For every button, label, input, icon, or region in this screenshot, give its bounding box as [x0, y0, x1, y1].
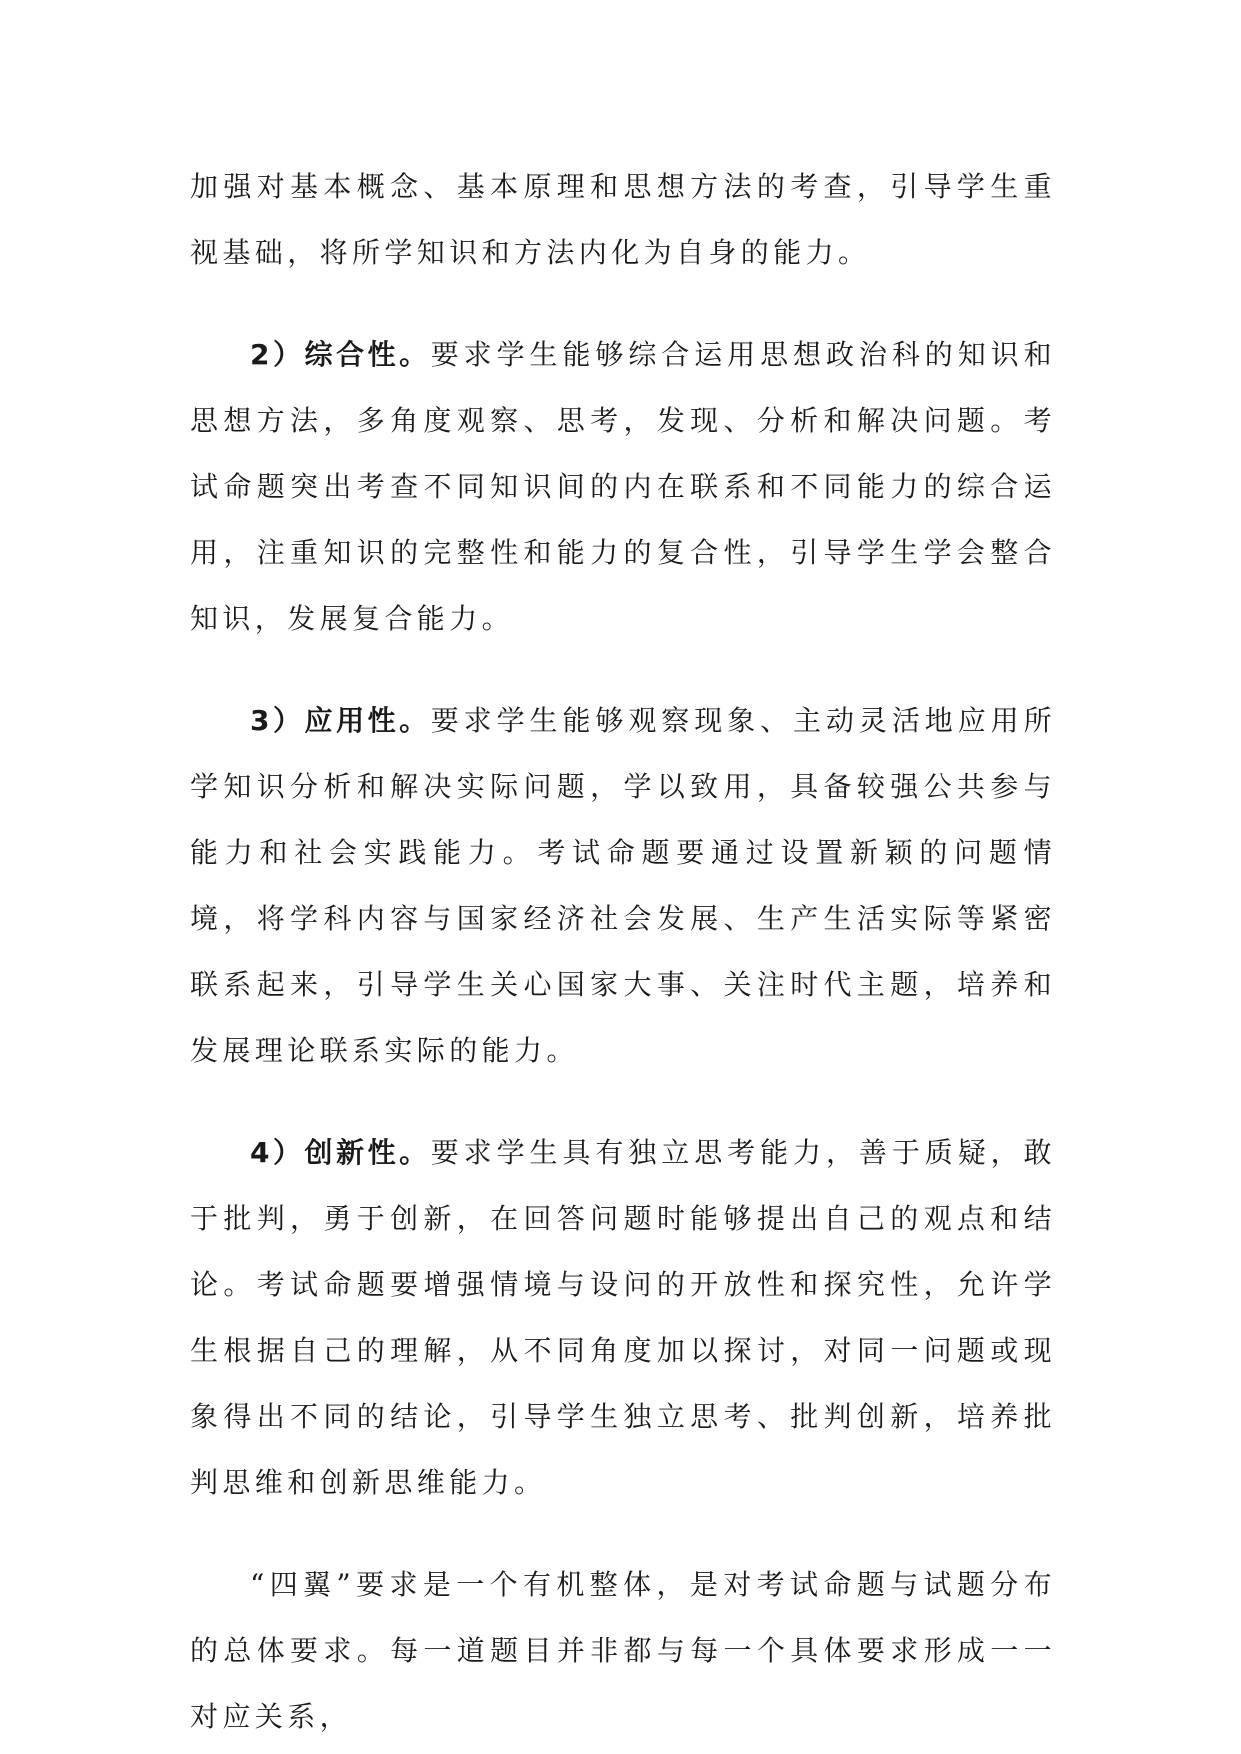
paragraph-basic-continuation: [190, 154, 1056, 286]
paragraph-text: 要求学生具有独立思考能力，善于质疑，敢于批判，勇于创新，在回答问题时能够提出自己的观点和结论。考试命题要增强情境与设问的开放性和探究性，允许学生根据自己的理解，从不同角度加以探讨，对同一问题或现象得出不同的结论，引导学生独立思考、批判创新，培养批判思维和创新思维能力。: [190, 1136, 1057, 1499]
paragraph-text: 要求学生能够综合运用思想政治科的知识和思想方法，多角度观察、思考，发现、分析和解决问题。考试命题突出考查不同知识间的内在联系和不同能力的综合运用，注重知识的完整性和能力的复合性，引导学生学会整合知识，发展复合能力。: [190, 338, 1057, 635]
paragraph-applied: [190, 688, 1056, 1084]
section-heading-innovative: 4）创新性。: [250, 1136, 431, 1169]
paragraph-four-wings: [190, 1552, 1056, 1750]
paragraph-innovative: [190, 1120, 1056, 1516]
paragraph-text: 要求学生能够观察现象、主动灵活地应用所学知识分析和解决实际问题，学以致用，具备较强公共参与能力和社会实践能力。考试命题要通过设置新颖的问题情境，将学科内容与国家经济社会发展、生产生活实际等紧密联系起来，引导学生关心国家大事、关注时代主题，培养和发展理论联系实际的能力。: [190, 704, 1057, 1067]
section-heading-comprehensive: 2）综合性。: [250, 338, 431, 371]
paragraph-text: “四翼”要求是一个有机整体，是对考试命题与试题分布的总体要求。每一道题目并非都与每一个具体要求形成一一对应关系，: [190, 1568, 1056, 1733]
paragraph-comprehensive: [190, 322, 1056, 652]
section-heading-applied: 3）应用性。: [250, 704, 431, 737]
paragraph-text: 加强对基本概念、基本原理和思想方法的考查，引导学生重视基础，将所学知识和方法内化为自身的能力。: [190, 170, 1056, 269]
body-text: [190, 154, 1056, 1750]
